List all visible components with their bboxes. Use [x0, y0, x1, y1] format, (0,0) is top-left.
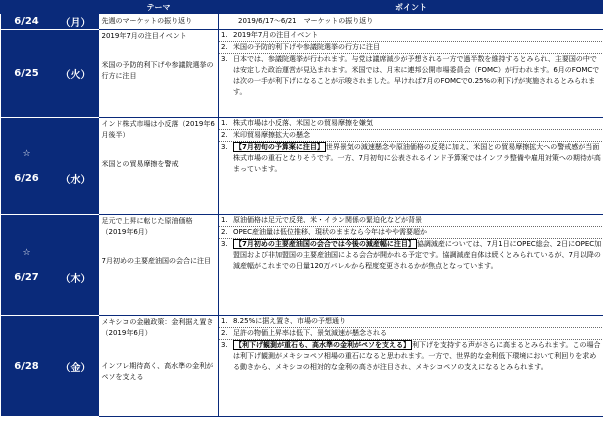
point-item: [219, 54, 603, 98]
point-item: [219, 215, 603, 227]
theme-title: メキシコの金融政策：金利据え置き（2019年6月）: [101, 318, 214, 337]
date-cell: [1, 30, 53, 118]
theme-cell: [99, 316, 219, 417]
header-point: ポイント: [219, 1, 603, 14]
point-text: 8.25%に据え置き、市場の予想通り: [233, 317, 346, 325]
point-cell: [219, 30, 603, 118]
table-row: [1, 118, 603, 215]
day-text: （水）: [60, 174, 91, 186]
theme-subtitle: 7月初めの主要産油国の会合に注目: [101, 257, 211, 265]
point-text: 協調減産については、7月1日にOPEC総会、2日にOPEC加盟国および非加盟国の主要産油国による会合が開かれる予定です。協調減産自体は続くとみられているが、7月以降の減産幅がこれまでの日量120万バレルから程度変更されるかが焦点となっています。: [233, 240, 602, 270]
point-item: [219, 130, 603, 142]
date-text: 6/26: [14, 172, 39, 184]
point-text: 2019年7月の注目イベント: [233, 31, 319, 39]
point-text: 米国の予防的利下げや参議院選挙の行方に注目: [233, 43, 380, 51]
point-number: 3.: [221, 143, 228, 151]
date-text: 6/25: [14, 68, 39, 79]
header-row: [1, 1, 603, 14]
table-row: [1, 215, 603, 316]
theme-cell: [99, 215, 219, 316]
day-cell: [53, 215, 99, 316]
theme-title: 足元で上昇に転じた原油価格（2019年6月）: [101, 217, 193, 236]
header-date-cell: [1, 1, 99, 14]
point-cell: [219, 118, 603, 215]
date-cell: [1, 118, 53, 215]
point-text: 2019/6/17～6/21 マーケットの振り返り: [238, 17, 374, 25]
point-item: [219, 316, 603, 328]
point-cell: [219, 316, 603, 417]
point-number: 1.: [221, 216, 228, 224]
day-cell: （火）: [53, 30, 99, 118]
theme-title: インド株式市場は小反落（2019年6月後半）: [101, 120, 215, 139]
date-text: 6/28: [14, 360, 39, 372]
day-cell: [53, 118, 99, 215]
point-number: 1.: [221, 31, 228, 39]
point-item: [219, 328, 603, 340]
point-number: 2.: [221, 228, 228, 236]
table-row: [1, 30, 603, 118]
point-item: [219, 239, 603, 272]
theme-subtitle: 米国との貿易摩擦を警戒: [101, 160, 179, 168]
theme-cell: [99, 118, 219, 215]
point-number: 1.: [221, 317, 228, 325]
point-number: 3.: [221, 55, 228, 63]
point-number: 1.: [221, 119, 228, 127]
theme-cell: [99, 14, 219, 30]
point-item: [219, 42, 603, 54]
day-cell: （月）: [53, 14, 99, 30]
point-item: [219, 340, 603, 373]
point-cell: [219, 215, 603, 316]
point-cell: [219, 14, 603, 30]
point-text: OPEC産油量は低位推移、現状のままなら今年はやや需要超か: [233, 228, 428, 236]
date-cell: [1, 316, 53, 417]
point-number: 3.: [221, 240, 228, 248]
table-row: [1, 316, 603, 417]
point-text: 足許の物価上昇率は低下、景気減速が懸念される: [233, 329, 387, 337]
point-item: [219, 118, 603, 130]
point-highlight: 【7月初めの主要産油国の会合では今後の減産幅に注目】: [235, 240, 415, 248]
point-text: 利下げを支持する声がさらに高まるとみられます。この場合は利下げ観測がメキシコペソ相場の重石になると思われます。一方で、世界的な金利低下環境において利回りを求める動きから、メキシコの相対的な金利の高さが注目され、メキシコペソの支えになるとみられます。: [233, 341, 601, 371]
date-cell: 6/24: [1, 14, 53, 30]
point-item: [219, 142, 603, 175]
point-highlight: 【7月初旬の予算案に注目】: [235, 143, 324, 151]
theme-title: 先週のマーケットの振り返り: [101, 17, 193, 25]
point-text: 株式市場は小反落、米国との貿易摩擦を嫌気: [233, 119, 373, 127]
point-text: 世界景気の減速懸念や原油価格の反発に加え、米国との貿易摩擦拡大への警戒感が当面株式市場の重石となりそうです。一方、7月初旬に公表されるインド予算案ではインフラ整備や雇用対策への期待が高まっています。: [233, 143, 601, 173]
point-item: [219, 227, 603, 239]
theme-title: 2019年7月の注目イベント: [101, 32, 187, 40]
point-highlight: 【利下げ観測が重石も、高水準の金利がペソを支える】: [235, 341, 410, 349]
table-row: [1, 14, 603, 30]
day-cell: （金）: [53, 316, 99, 417]
theme-subtitle: インフレ期待高く、高水準の金利がペソを支える: [101, 362, 214, 381]
point-item: [219, 30, 603, 42]
point-number: 2.: [221, 329, 228, 337]
theme-subtitle: 米国の予防的利下げや参議院選挙の行方に注目: [101, 61, 214, 80]
star-icon: ☆: [22, 247, 31, 258]
date-cell: [1, 215, 53, 316]
day-text: （木）: [60, 273, 91, 285]
point-text: 米印貿易摩擦拡大の懸念: [233, 131, 310, 139]
point-item: [222, 16, 601, 27]
point-number: 2.: [221, 131, 228, 139]
star-icon: ☆: [22, 148, 31, 159]
theme-cell: [99, 30, 219, 118]
header-theme: テーマ: [99, 1, 219, 14]
date-text: 6/27: [14, 271, 39, 283]
point-number: 3.: [221, 341, 228, 349]
point-text: 日本では、参議院選挙が行われます。与党は議席減少が予想される一方で過半数を維持するとみられ、主要国の中では安定した政治運営が見込まれます。米国では、月末に連邦公開市場委員会（FOMC）が行われます。6月のFOMCでは次の一手が利下げになることが示唆されました。早ければ7月のFOMCで0.25%の利下げが実施されるとみられます。: [233, 55, 600, 96]
point-text: 原油価格は足元で反発、米・イラン関係の緊迫化などが背景: [233, 216, 422, 224]
point-number: 2.: [221, 43, 228, 51]
